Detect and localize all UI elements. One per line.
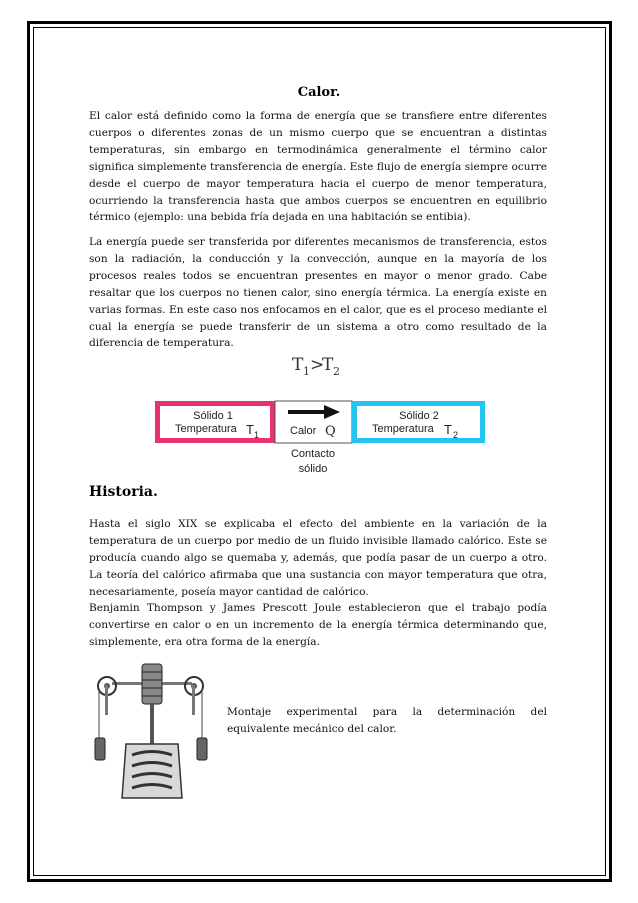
paragraph-heat-transfer: La energía puede ser transferida por diferentes mecanismos de transferencia, estos son la radiación, la conducción y la convección, aunque en la mayoría de los procesos reales todos se encuentran presentes en mayor o menor grado. Cabe resaltar que los cuerpos no tienen calor, sino energía térmica. La energía existe en varias formas. En este caso nos enfocamos en el calor, que es el proceso mediante el cual la energía se puede transferir de un sistema a otro como resultado de la diferencia de temperatura.: [89, 236, 547, 350]
contact-label-line1: Contacto: [290, 448, 336, 460]
relation-gt: >: [310, 355, 325, 375]
page-title: Calor.: [297, 85, 341, 100]
history-heading: Historia.: [89, 484, 158, 500]
contact-label-line2: sólido: [298, 463, 328, 475]
relation-t1: T: [292, 355, 304, 375]
solid2-t-sub: 2: [453, 430, 459, 440]
solid1-t-sub: 1: [254, 430, 260, 440]
heat-q: Q: [325, 424, 336, 439]
relation-sub2: 2: [333, 365, 340, 378]
solid1-temp-label: Temperatura: [175, 423, 237, 435]
relation-t2: T: [322, 355, 334, 375]
relation-sub1: 1: [303, 365, 310, 378]
heat-transfer-diagram: [150, 352, 490, 478]
joule-apparatus-illustration: [94, 660, 214, 802]
apparatus-caption: Montaje experimental para la determinación del equivalente mecánico del calor.: [227, 706, 547, 735]
solid1-label: Sólido 1: [193, 410, 233, 422]
solid2-temp-label: Temperatura: [372, 423, 434, 435]
paragraph-heat-definition: El calor está definido como la forma de energía que se transfiere entre diferentes cuerpos o diferentes zonas de un mismo cuerpo que se encuentran a distintas temperaturas, sin embargo en termodinámica generalmente el término calor significa simplemente transferencia de energía. Este flujo de energía siempre ocurre desde el cuerpo de mayor temperatura hacia el cuerpo de menor temperatura, ocurriendo la transferencia hasta que ambos cuerpos se encuentren en equilibrio térmico (ejemplo: una bebida fría dejada en una habitación se entibia).: [89, 110, 547, 224]
solid2-t: T: [444, 422, 452, 437]
heat-label: Calor: [290, 425, 317, 437]
solid1-t: T: [246, 422, 254, 437]
paragraph-thompson-joule: Benjamin Thompson y James Prescott Joule establecieron que el trabajo podía convertirse en calor o en un incremento de la energía térmica determinando que, simplemente, era otra forma de la energía.: [89, 602, 547, 648]
solid2-label: Sólido 2: [399, 410, 439, 422]
paragraph-caloric-theory: Hasta el siglo XIX se explicaba el efecto del ambiente en la variación de la temperatura de un cuerpo por medio de un fluido invisible llamado calórico. Este se producía cuando algo se quemaba y, además, que podía pasar de un cuerpo a otro. La teoría del calórico afirmaba que una sustancia con mayor temperatura que otra, necesariamente, poseía mayor cantidad de calórico.: [89, 518, 547, 598]
